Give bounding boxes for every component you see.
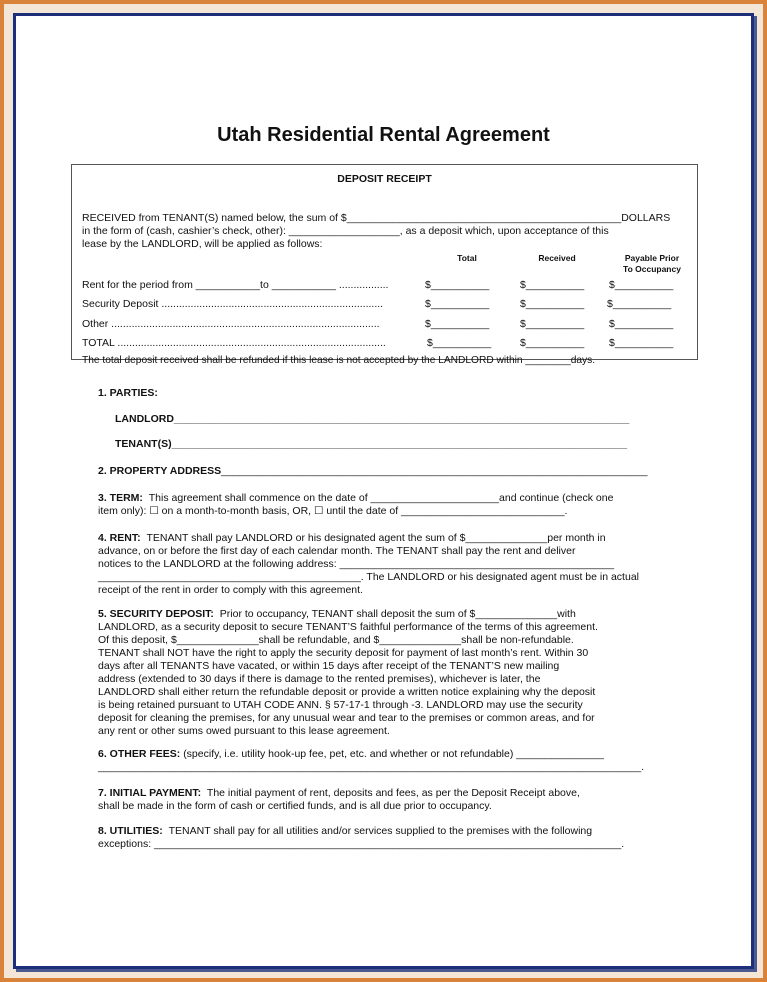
document-page [13, 13, 754, 969]
receipt-row-payable: $__________ [607, 298, 672, 310]
fees-line-2: _____________________________________________________________________________________________. [98, 761, 644, 773]
security-deposit-heading: 5. SECURITY DEPOSIT: [98, 608, 214, 620]
receipt-row-label: Other ............................................................................................ [82, 318, 380, 330]
security-line-3: Of this deposit, $______________shall be refundable, and $______________shall be non-refundable. [98, 634, 574, 646]
security-line-9: deposit for cleaning the premises, for any unusual wear and tear to the premises or common areas, and for [98, 712, 595, 724]
tenants-line: TENANT(S)______________________________________________________________________________ [115, 438, 628, 450]
section-term [98, 492, 613, 504]
security-line-4: TENANT shall NOT have the right to apply the security deposit for payment of last month’s rent. Within 30 [98, 647, 589, 659]
security-line-7: LANDLORD shall either return the refundable deposit or provide a written notice explaining why the deposit [98, 686, 596, 698]
section-other-fees [98, 748, 604, 760]
deposit-receipt-box [71, 164, 698, 366]
page-content [16, 16, 751, 966]
section-security-deposit [98, 608, 576, 620]
security-line-1: Prior to occupancy, TENANT shall deposit the sum of $______________with [219, 608, 576, 620]
receipt-row-total: $__________ [425, 298, 490, 310]
receipt-footer: The total deposit received shall be refunded if this lease is not accepted by the LANDLORD within ________days. [82, 355, 596, 366]
rent-line-5: receipt of the rent in order to comply with this agreement. [98, 584, 363, 596]
security-line-8: is being retained pursuant to UTAH CODE ANN. § 57-17-1 through -3. LANDLORD may use the security [98, 699, 583, 711]
receipt-row-total: $__________ [425, 318, 490, 330]
receipt-row-total: $__________ [427, 337, 492, 349]
rent-line-4: _____________________________________________. The LANDLORD or his designated agent must be in actual [98, 571, 639, 583]
security-line-2: LANDLORD, as a security deposit to secure TENANT’S faithful performance of the terms of this agreement. [98, 621, 598, 633]
column-received: Received [538, 253, 576, 263]
payment-line-1: The initial payment of rent, deposits and fees, as per the Deposit Receipt above, [206, 787, 580, 799]
receipt-line-3: lease by the LANDLORD, will be applied as follows: [82, 238, 323, 250]
payment-line-2: shall be made in the form of cash or certified funds, and is all due prior to occupancy. [98, 800, 492, 812]
column-payable-1: Payable Prior [624, 253, 680, 263]
rent-line-1: TENANT shall pay LANDLORD or his designated agent the sum of $______________per month in [146, 532, 606, 544]
landlord-line: LANDLORD______________________________________________________________________________ [115, 413, 630, 425]
section-utilities [98, 825, 592, 837]
receipt-row-label: Security Deposit ............................................................................ [82, 298, 384, 310]
utilities-heading: 8. UTILITIES: [98, 825, 163, 837]
column-payable-2: To Occupancy [623, 264, 681, 274]
other-fees-heading: 6. OTHER FEES: [98, 748, 181, 760]
receipt-row-payable: $__________ [609, 337, 674, 349]
receipt-line-2: in the form of (cash, cashier’s check, other): ___________________, as a deposit which, upon acceptance of this [82, 225, 609, 237]
column-total: Total [457, 253, 477, 263]
section-property-heading [98, 465, 647, 477]
receipt-row-payable: $__________ [609, 279, 674, 291]
rent-line-2: advance, on or before the first day of each calendar month. The TENANT shall pay the rent and deliver [98, 545, 576, 557]
receipt-row-payable: $__________ [609, 318, 674, 330]
security-line-6: address (extended to 30 days if there is damage to the rented premises), whichever is later, the [98, 673, 541, 685]
security-line-10: any rent or other sums owed pursuant to this lease agreement. [98, 725, 390, 737]
receipt-row-received: $__________ [520, 337, 585, 349]
receipt-row-label: Rent for the period from ___________to ___________ ................. [82, 279, 389, 291]
document-title: Utah Residential Rental Agreement [217, 124, 550, 146]
rent-line-3: notices to the LANDLORD at the following address: _______________________________________________ [98, 558, 615, 570]
property-address-line: _________________________________________________________________________ [221, 465, 648, 477]
receipt-line-1: RECEIVED from TENANT(S) named below, the sum of $_______________________________________________DOLLARS [82, 212, 671, 224]
fees-line-1: (specify, i.e. utility hook-up fee, pet, etc. and whether or not refundable) _______________ [183, 748, 604, 760]
initial-payment-heading: 7. INITIAL PAYMENT: [98, 787, 202, 799]
receipt-row-label: TOTAL ............................................................................................ [82, 337, 386, 349]
receipt-row-received: $__________ [520, 298, 585, 310]
term-line-2: item only): ☐ on a month-to-month basis, OR, ☐ until the date of ____________________________. [98, 505, 568, 517]
receipt-row-received: $__________ [520, 279, 585, 291]
section-initial-payment [98, 787, 580, 799]
utilities-line-1: TENANT shall pay for all utilities and/or services supplied to the premises with the following [168, 825, 593, 837]
term-heading: 3. TERM: [98, 492, 143, 504]
security-line-5: days after all TENANTS have vacated, or within 15 days after receipt of the TENANT’S new mailing [98, 660, 560, 672]
receipt-row-total: $__________ [425, 279, 490, 291]
receipt-heading: DEPOSIT RECEIPT [337, 173, 432, 185]
term-line-1: This agreement shall commence on the date of ______________________and continue (check one [148, 492, 614, 504]
section-parties-heading: 1. PARTIES: [98, 387, 158, 399]
rent-heading: 4. RENT: [98, 532, 141, 544]
property-heading-label: 2. PROPERTY ADDRESS [98, 465, 222, 477]
utilities-line-2: exceptions: ________________________________________________________________________________. [98, 838, 625, 850]
section-rent [98, 532, 606, 544]
receipt-row-received: $__________ [520, 318, 585, 330]
